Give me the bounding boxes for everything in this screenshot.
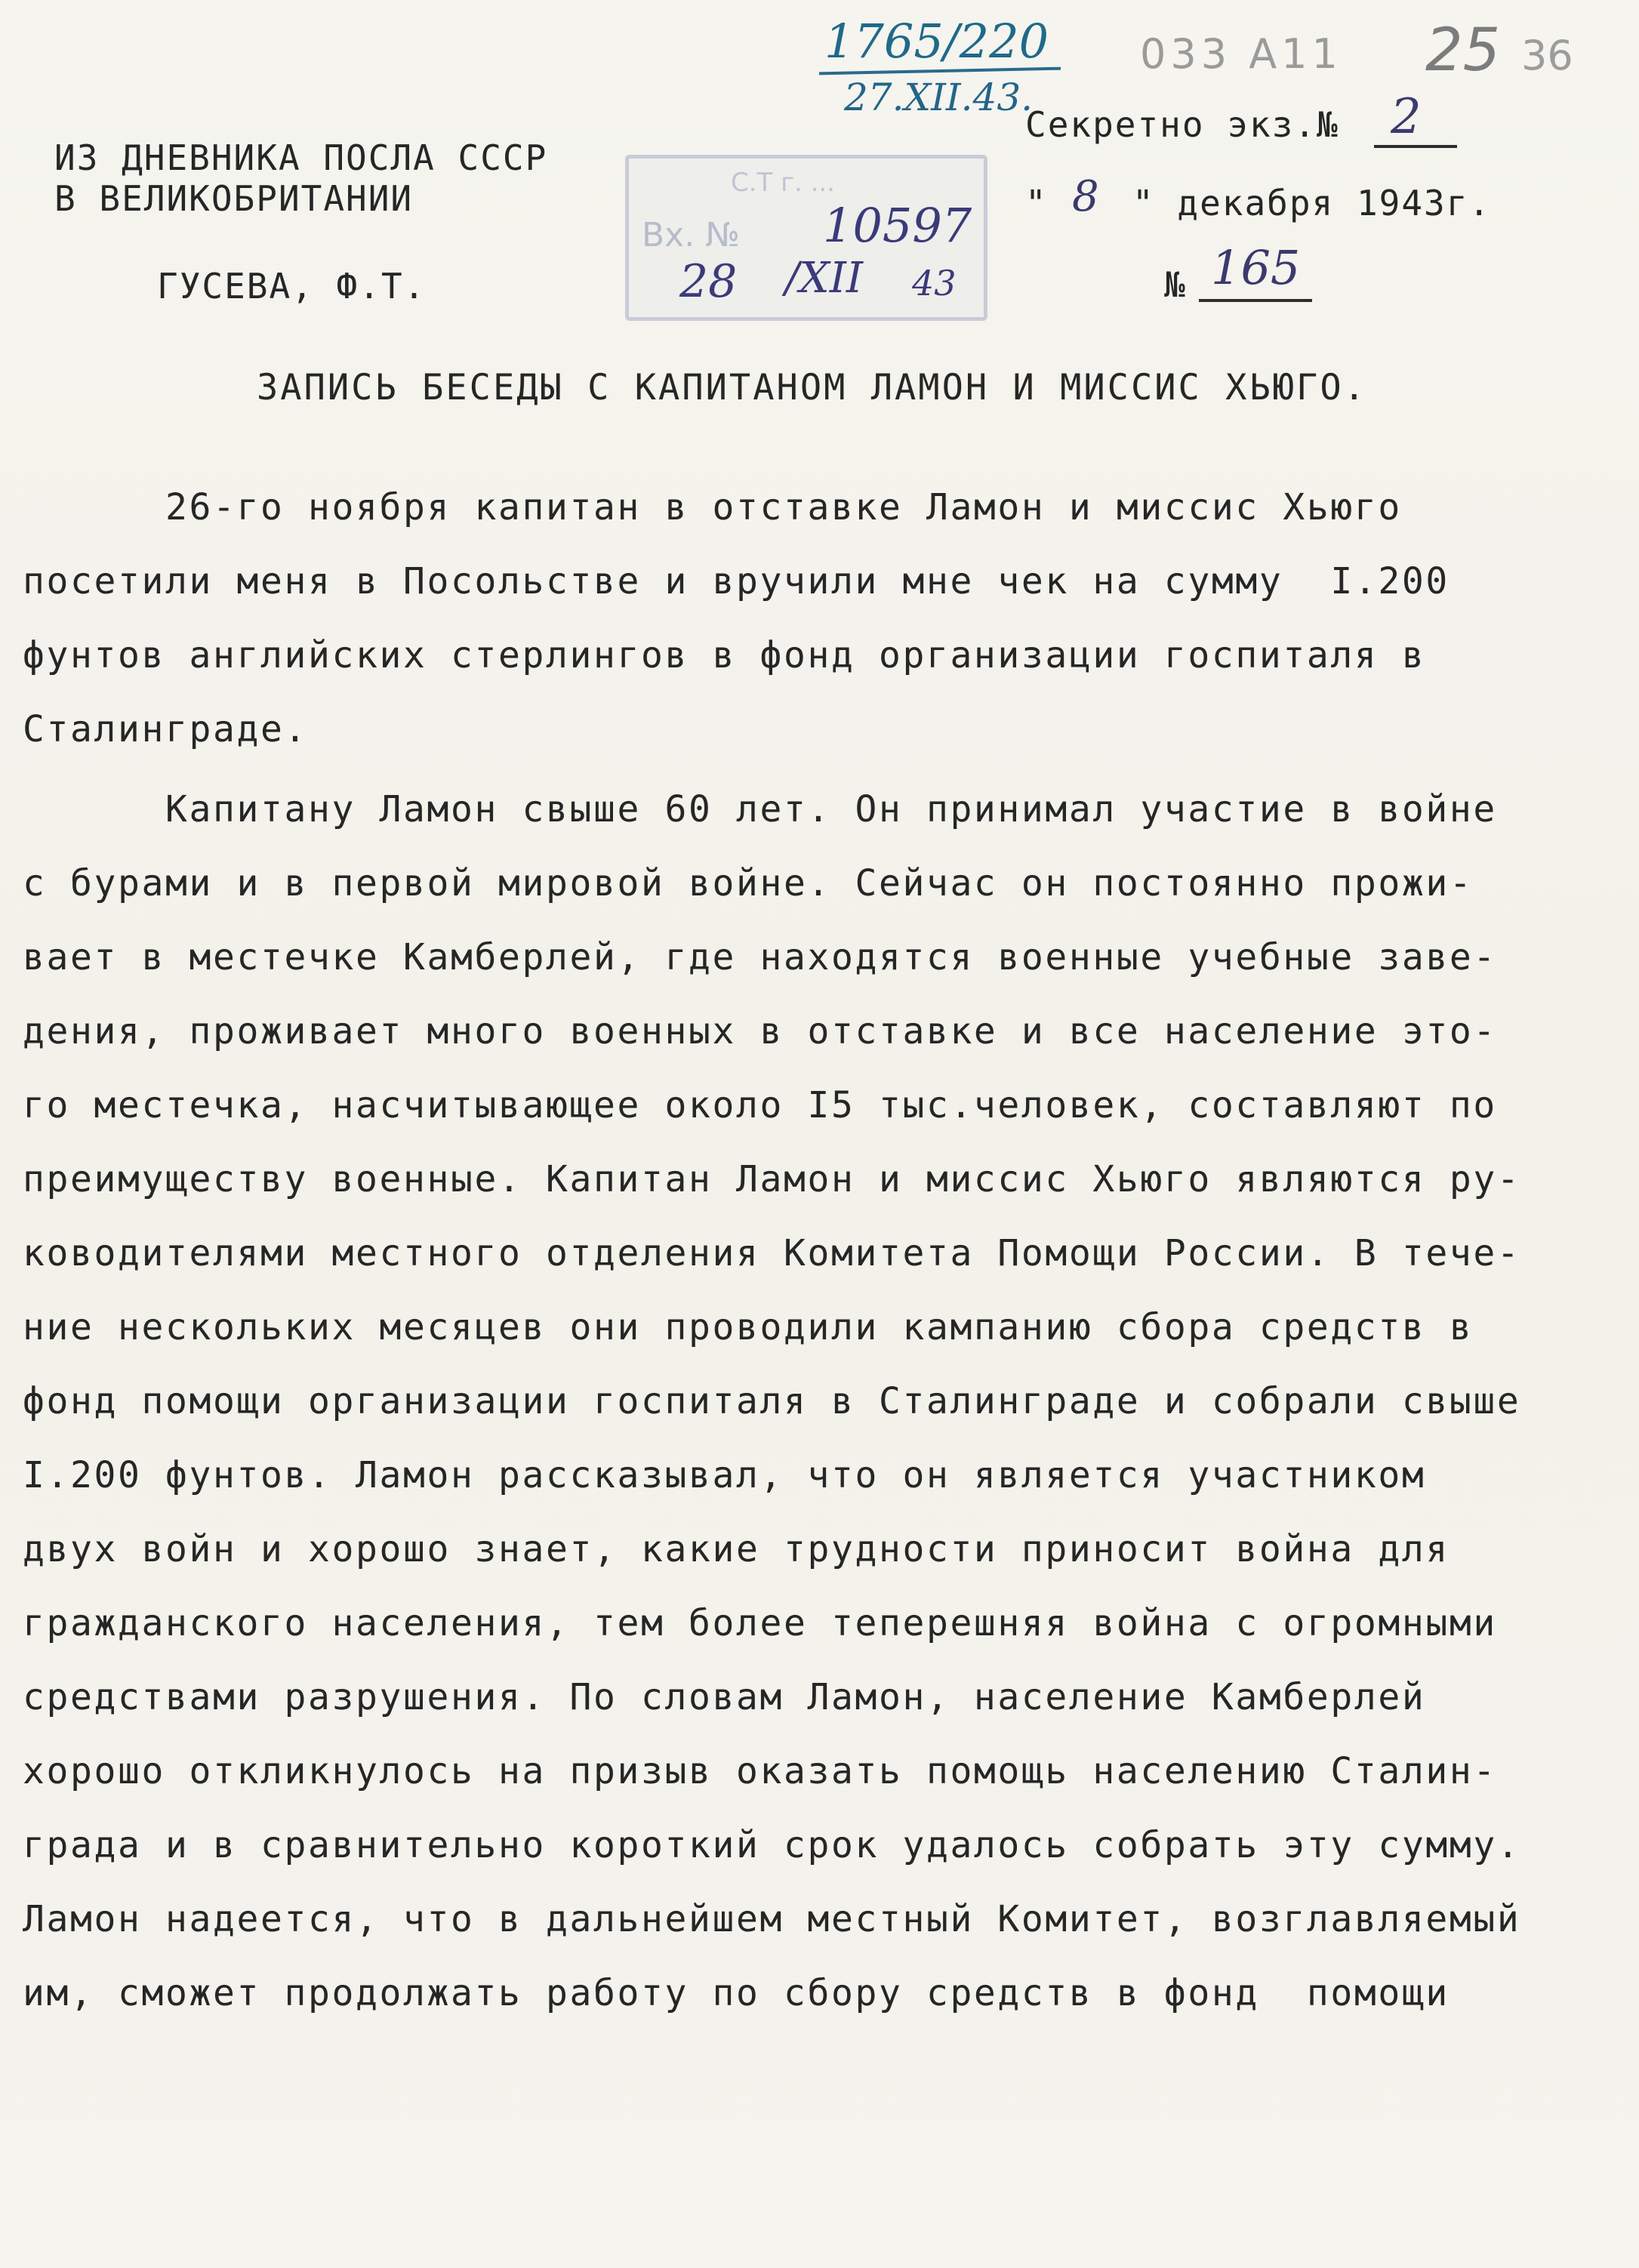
diary-heading-line1: ИЗ ДНЕВНИКА ПОСЛА СССР (54, 137, 548, 178)
archive-pencil-mark: 033 A11 (1140, 30, 1342, 78)
stamp-date-month: /XII (785, 254, 863, 303)
paragraph-line: вает в местечке Камберлей, где находятся военные учебные заве- (23, 936, 1497, 978)
paragraph-line: града и в сравнительно короткий срок удалось собрать эту сумму. (23, 1824, 1521, 1866)
document-number-underline (1199, 299, 1312, 302)
diary-heading-line2: В ВЕЛИКОБРИТАНИИ (54, 178, 414, 219)
secret-label: Секретно экз.№ (1025, 104, 1339, 145)
paragraph-line: средствами разрушения. По словам Ламон, население Камберлей (23, 1676, 1426, 1718)
paragraph-line: 26-го ноября капитан в отставке Ламон и миссис Хьюго (23, 486, 1402, 528)
archive-sheet-number-2: 36 (1521, 32, 1573, 79)
paragraph-line: гражданского населения, тем более теперешняя война с огромными (23, 1602, 1497, 1644)
paragraph-line: ние нескольких месяцев они проводили кампанию сбора средств в (23, 1306, 1474, 1348)
paragraph-line: I.200 фунтов. Ламон рассказывал, что он является участником (23, 1454, 1426, 1496)
document-number: 165 (1211, 240, 1301, 295)
author-name: ГУСЕВА, Ф.Т. (157, 266, 427, 307)
number-label: № (1164, 264, 1187, 305)
stamp-date-year: 43 (912, 263, 957, 304)
paragraph-line: им, сможет продолжать работу по сбору средств в фонд помощи (23, 1972, 1450, 2014)
date-rest: " декабря 1943г. (1132, 183, 1492, 223)
copy-number-underline (1374, 145, 1457, 148)
paragraph-line: Ламон надеется, что в дальнейшем местный Комитет, возглавляемый (23, 1898, 1521, 1940)
paragraph-line: Сталинграде. (23, 708, 308, 750)
paragraph-line: двух войн и хорошо знает, какие трудности приносит война для (23, 1528, 1450, 1570)
paragraph-line: с бурами и в первой мировой войне. Сейчас он постоянно прожи- (23, 862, 1474, 904)
stamp-date-day: 28 (679, 255, 738, 308)
registration-date: 27.XII.43. (844, 75, 1034, 119)
date-day: 8 (1072, 172, 1099, 221)
paragraph-line: го местечка, насчитывающее около I5 тыс.человек, составляют по (23, 1084, 1497, 1126)
paragraph-line: дения, проживает много военных в отставке и все население это- (23, 1010, 1497, 1052)
registration-number: 1765/220 (824, 14, 1049, 69)
paragraph-line: фунтов английских стерлингов в фонд организации госпиталя в (23, 634, 1426, 676)
stamp-incoming-number: 10597 (823, 198, 972, 253)
paragraph-line: посетили меня в Посольстве и вручили мне чек на сумму I.200 (23, 560, 1450, 602)
archive-sheet-number: 25 (1425, 17, 1501, 85)
paragraph-line: хорошо откликнулось на призыв оказать помощь населению Сталин- (23, 1750, 1497, 1792)
date-quote-open: " (1025, 183, 1048, 223)
document-title: ЗАПИСЬ БЕСЕДЫ С КАПИТАНОМ ЛАМОН И МИССИС ХЬЮГО. (257, 367, 1367, 408)
paragraph-line: преимуществу военные. Капитан Ламон и миссис Хьюго являются ру- (23, 1158, 1521, 1200)
stamp-header: С.Т г. ... (731, 168, 836, 198)
paragraph-line: Капитану Ламон свыше 60 лет. Он принимал участие в войне (23, 788, 1497, 830)
copy-number: 2 (1391, 89, 1422, 145)
stamp-incoming-label: Вх. № (642, 216, 740, 254)
paragraph-line: ководителями местного отделения Комитета Помощи России. В тече- (23, 1232, 1521, 1274)
paragraph-line: фонд помощи организации госпиталя в Сталинграде и собрали свыше (23, 1380, 1521, 1422)
